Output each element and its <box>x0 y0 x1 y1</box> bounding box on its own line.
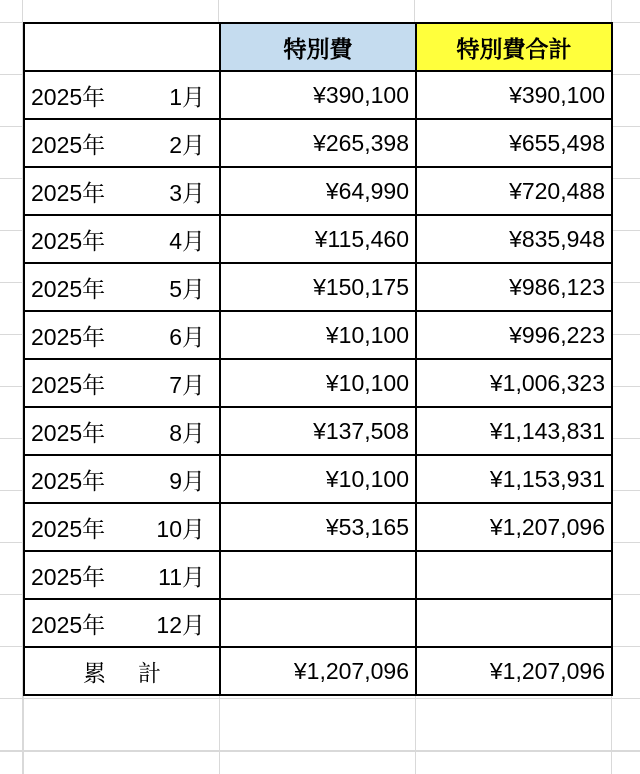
cumulative-cell[interactable]: ¥1,143,831 <box>416 407 612 455</box>
year-label: 2025年 <box>31 371 106 398</box>
special-cost-cell[interactable]: ¥64,990 <box>220 167 416 215</box>
year-label: 2025年 <box>31 563 106 590</box>
cumulative-cell[interactable] <box>416 599 612 647</box>
table-row <box>24 407 612 455</box>
cumulative-cell[interactable]: ¥720,488 <box>416 167 612 215</box>
year-label: 2025年 <box>31 467 106 494</box>
year-label: 2025年 <box>31 515 106 542</box>
table-row <box>24 503 612 551</box>
month-label: 5月 <box>169 275 205 302</box>
month-cell[interactable] <box>24 119 220 167</box>
month-cell[interactable] <box>24 407 220 455</box>
table-row <box>24 311 612 359</box>
header-special-cost[interactable]: 特別費 <box>220 23 416 71</box>
table-row <box>24 455 612 503</box>
header-special-cost-total[interactable]: 特別費合計 <box>416 23 612 71</box>
table-row <box>24 71 612 119</box>
month-label: 10月 <box>156 515 205 542</box>
table-row <box>24 551 612 599</box>
month-cell[interactable] <box>24 455 220 503</box>
month-cell[interactable] <box>24 599 220 647</box>
cumulative-cell[interactable]: ¥1,006,323 <box>416 359 612 407</box>
special-cost-cell[interactable]: ¥265,398 <box>220 119 416 167</box>
cumulative-cell[interactable]: ¥1,207,096 <box>416 503 612 551</box>
year-label: 2025年 <box>31 323 106 350</box>
year-label: 2025年 <box>31 179 106 206</box>
table-row <box>24 599 612 647</box>
month-label: 9月 <box>169 467 205 494</box>
table-row <box>24 215 612 263</box>
special-cost-cell[interactable]: ¥137,508 <box>220 407 416 455</box>
year-label: 2025年 <box>31 83 106 110</box>
cumulative-cell[interactable]: ¥835,948 <box>416 215 612 263</box>
special-cost-cell[interactable] <box>220 551 416 599</box>
month-label: 7月 <box>169 371 205 398</box>
cumulative-cell[interactable]: ¥996,223 <box>416 311 612 359</box>
year-label: 2025年 <box>31 227 106 254</box>
month-cell[interactable] <box>24 359 220 407</box>
special-cost-cell[interactable] <box>220 599 416 647</box>
month-cell[interactable] <box>24 215 220 263</box>
special-cost-cell[interactable]: ¥10,100 <box>220 455 416 503</box>
special-cost-table <box>23 22 613 696</box>
table-row <box>24 359 612 407</box>
summary-special-cost[interactable]: ¥1,207,096 <box>220 647 416 695</box>
table-row <box>24 263 612 311</box>
special-cost-cell[interactable]: ¥10,100 <box>220 311 416 359</box>
year-label: 2025年 <box>31 275 106 302</box>
month-cell[interactable] <box>24 503 220 551</box>
cumulative-cell[interactable]: ¥986,123 <box>416 263 612 311</box>
special-cost-cell[interactable]: ¥53,165 <box>220 503 416 551</box>
year-label: 2025年 <box>31 419 106 446</box>
special-cost-cell[interactable]: ¥10,100 <box>220 359 416 407</box>
cumulative-cell[interactable] <box>416 551 612 599</box>
sheet-gridlines-top <box>0 0 640 23</box>
month-cell[interactable] <box>24 551 220 599</box>
special-cost-cell[interactable]: ¥390,100 <box>220 71 416 119</box>
month-cell[interactable] <box>24 311 220 359</box>
special-cost-cell[interactable]: ¥150,175 <box>220 263 416 311</box>
year-label: 2025年 <box>31 131 106 158</box>
month-label: 8月 <box>169 419 205 446</box>
month-label: 2月 <box>169 131 205 158</box>
summary-cumulative[interactable]: ¥1,207,096 <box>416 647 612 695</box>
month-label: 4月 <box>169 227 205 254</box>
summary-label-first: 累 <box>83 659 106 686</box>
table-row <box>24 119 612 167</box>
gridline-bottom <box>0 751 640 752</box>
month-label: 1月 <box>169 83 205 110</box>
month-label: 3月 <box>169 179 205 206</box>
table-row <box>24 167 612 215</box>
summary-label-second: 計 <box>138 659 161 686</box>
year-label: 2025年 <box>31 611 106 638</box>
header-row <box>24 23 612 71</box>
summary-label-cell[interactable] <box>24 647 220 695</box>
cumulative-cell[interactable]: ¥655,498 <box>416 119 612 167</box>
cumulative-cell[interactable]: ¥390,100 <box>416 71 612 119</box>
month-cell[interactable] <box>24 263 220 311</box>
month-cell[interactable] <box>24 71 220 119</box>
cumulative-cell[interactable]: ¥1,153,931 <box>416 455 612 503</box>
month-label: 6月 <box>169 323 205 350</box>
special-cost-cell[interactable]: ¥115,460 <box>220 215 416 263</box>
month-label: 11月 <box>158 563 205 590</box>
summary-row <box>24 647 612 695</box>
month-cell[interactable] <box>24 167 220 215</box>
header-blank-cell[interactable] <box>24 23 220 71</box>
month-label: 12月 <box>156 611 205 638</box>
